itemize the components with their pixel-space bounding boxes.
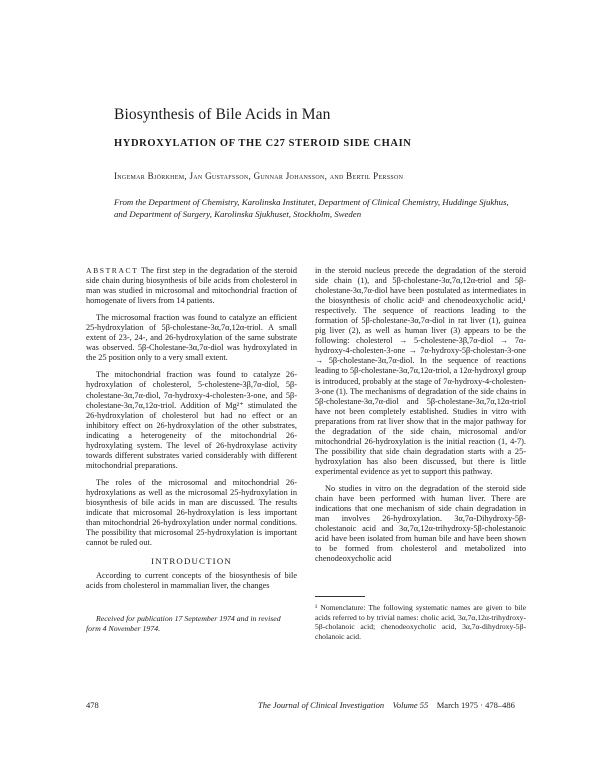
left-column [86,266,297,598]
abstract-paragraph: ABSTRACT The first step in the degradation of the steroid side chain during biosynthesis of bile acids from cholesterol in man was studied in microsomal and mitochondrial fraction of homogenate of livers from 14 patients. [86,266,297,306]
right-column [315,266,526,571]
article-title: Biosynthesis of Bile Acids in Man [114,106,331,123]
abstract-paragraph: The mitochondrial fraction was found to catalyze 26-hydroxylation of cholesterol, 5-cholestene-3β,7α-diol, 5β-cholestane-3α,7α-diol, 7α-hydroxy-4-cholesten-3-one, and 5β-cholestane-3α,7α,12α-triol. Addition of Mg²⁺ stimulated the 26-hydroxylation of cholesterol but had no effect or an inhibitory effect on 26-hydroxylation of the other substrates, indicating a heterogeneity of the mitochondrial 26-hydroxylating system. The level of 26-hydroxylase activity towards different substrates varied considerably with different mitochondrial preparations. [86,370,297,470]
footnote-text: ¹ Nomenclature: The following systematic names are given to bile acids referred to by trivial names: cholic acid, 3α,7α,12α-trihydroxy-5β-cholanoic acid; chenodeoxycholic acid, 3α,7α-dihydroxy-5β-cholanoic acid. [315,603,526,641]
received-note: Received for publication 17 September 1974 and in revised form 4 November 1974. [86,614,281,633]
body-paragraph: No studies in vitro on the degradation of the steroid side chain have been performed with human liver. There are indications that one mechanism of side chain degradation in man involves 26-hydroxylation. 3α,7α-Dihydroxy-5β-cholestanoic acid and 3α,7α,12α-trihydroxy-5β-cholestanoic acid have been isolated from human bile and have been shown to be formed from cholesterol and metabolized into chenodeoxycholic acid [315,483,526,564]
footnote-rule [315,596,365,597]
abstract-label: ABSTRACT [86,266,139,275]
abstract-paragraph: The roles of the microsomal and mitochondrial 26-hydroxylations as well as the microsomal 25-hydroxylation in biosynthesis of bile acids in man are discussed. The results indicate that microsomal 26-hydroxylation is less important than mitochondrial 26-hydroxylation under normal conditions. The possibility that microsomal 25-hydroxylation is important cannot be ruled out. [86,477,297,548]
journal-volume: Volume 55 [392,700,429,710]
introduction-heading: INTRODUCTION [151,556,232,567]
abstract-paragraph: The microsomal fraction was found to catalyze an efficient 25-hydroxylation of 5β-cholestane-3α,7α,12α-triol. A small extent of 23-, 24-, and 26-hydroxylation of the same substrate was observed. 5β-Cholestane-3α,7α-diol was hydroxylated in the 25 position only to a very small extent. [86,313,297,363]
author-list: Ingemar Björkhem, Jan Gustafsson, Gunnar Johansson, and Bertil Persson [114,171,404,181]
journal-date-pages: March 1975 · 478–486 [436,700,515,710]
journal-footer [258,700,515,710]
article-subtitle: HYDROXYLATION OF THE C27 STEROID SIDE CHAIN [114,138,412,149]
body-paragraph: in the steroid nucleus precede the degradation of the steroid side chain (1), and 5β-cholestane-3α,7α,12α-triol and 5β-cholestane-3α,7α-diol have been postulated as intermediates in the biosynthesis of cholic acid¹ and chenodeoxycholic acid,¹ respectively. The sequence of reactions leading to the formation of 5β-cholestane-3α,7α-diol in rat liver (1), guinea pig liver (2), as well as human liver (3) appears to be the following: cholesterol → 5-cholestene-3β,7α-diol → 7α-hydroxy-4-cholesten-3-one → 7α-hydroxy-5β-cholestan-3-one → 5β-cholestane-3α,7α-diol. In the sequence of reactions leading to 5β-cholestane-3α,7α,12α-triol, a 12α-hydroxyl group is introduced, probably at the stage of 7α-hydroxy-4-cholesten-3-one (1). The mechanisms of degradation of the side chains in 5β-cholestane-3α,7α-diol and 5β-cholestane-3α,7α,12α-triol have not been completely established. Studies in vitro with preparations from rat liver show that in the major pathway for the degradation of the side chain, microsomal and/or mitochondrial 26-hydroxylation is the initial reaction (1, 4-7). The possibility that side chain degradation starts with a 25-hydroxylation has also been discussed, but there is little experimental evidence as yet to support this pathway. [315,266,527,476]
intro-paragraph: According to current concepts of the biosynthesis of bile acids from cholesterol in mammalian liver, the changes [86,571,297,591]
page-number: 478 [86,700,99,710]
footnote [315,596,526,641]
affiliation: From the Department of Chemistry, Karolinska Institutet, Department of Clinical Chemistry, Huddinge Sjukhus, and Department of Surgery, Karolinska Sjukhuset, Stockholm, Sweden [114,197,509,219]
journal-name: The Journal of Clinical Investigation [258,700,385,710]
